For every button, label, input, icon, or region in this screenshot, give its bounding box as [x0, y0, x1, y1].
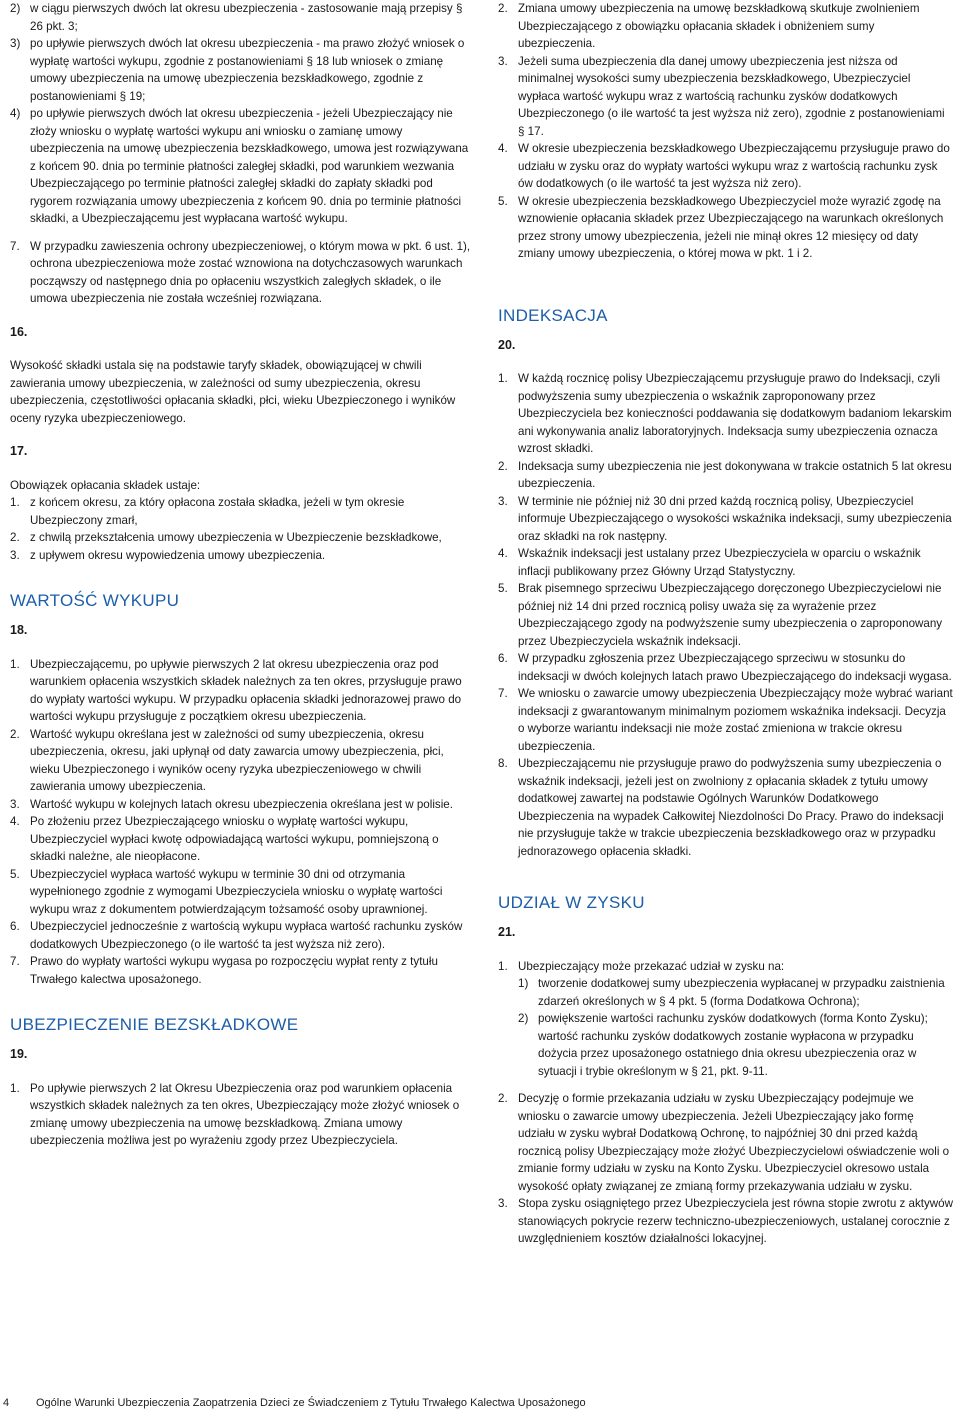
item-text: Wskaźnik indeksacji jest ustalany przez Ubezpieczyciela w oparciu o wskaźnik inflacji publikowany przez Główny Urząd Statystyczny.: [518, 547, 921, 578]
paragraph-text: Wysokość składki ustala się na podstawie taryfy składek, obowiązującej w chwili zawierania umowy ubezpieczenia, w zależności od sumy ubezpieczenia, okresu ubezpieczenia, częstotliwości opłacania składki, płci, wieku Ubezpieczonego i wyników oceny ryzyka ubezpieczeniowego.: [10, 359, 456, 425]
paragraph-label: 21.: [498, 925, 516, 939]
item-number: 3): [10, 37, 21, 50]
item-number: 3.: [498, 1197, 508, 1210]
sub-item: [518, 975, 953, 1010]
list-item: [498, 1195, 953, 1248]
list-item: [10, 726, 475, 796]
list-item: [10, 866, 475, 919]
footer-title: Ogólne Warunki Ubezpieczenia Zaopatrzenia Dzieci ze Świadczeniem z Tytułu Trwałego Kalectwa Uposażonego: [36, 1397, 586, 1409]
item-number: 3.: [498, 54, 508, 68]
right-column: [498, 0, 953, 1248]
list-item: [10, 0, 475, 35]
list-item: [10, 813, 475, 866]
paragraph-label: 20.: [498, 337, 516, 352]
item-number: 7.: [10, 239, 20, 253]
item-text: Ubezpieczający może przekazać udział w zysku na:: [518, 959, 785, 973]
item-text: Ubezpieczyciel wypłaca wartość wykupu w terminie 30 dni od otrzymania wypełnionego zgodnie z wymogami Ubezpieczyciela wniosku o wypłatę wartości wykupu wraz z dokumentem potwierdzającym tożsamość osoby uprawnionej.: [30, 867, 443, 916]
item-text: po upływie pierwszych dwóch lat okresu ubezpieczenia - ma prawo złożyć wniosek o wypłatę wartości wykupu, zgodnie z postanowieniami § 18 lub wniosek o zmianę umowy ubezpieczenia na umowę ubezpieczenia bezskładkowego, zgodnie z postanowieniami § 19;: [30, 37, 465, 103]
list-item: [498, 685, 953, 755]
item-text: Indeksacja sumy ubezpieczenia nie jest dokonywana w trakcie ostatnich 5 lat okresu ubezpieczenia.: [518, 459, 952, 490]
list-item: [10, 238, 475, 308]
item-text: Po złożeniu przez Ubezpieczającego wniosku o wypłatę wartości wykupu, Ubezpieczyciel wypłaci kwotę odpowiadającą wartości wykupu, pomniejszoną o składki należne, ale nieopłacone.: [30, 815, 439, 863]
section-heading: WARTOŚĆ WYKUPU: [10, 591, 180, 610]
item-number: 4): [10, 107, 21, 120]
item-number: 1.: [498, 372, 508, 385]
list-item: [10, 547, 475, 565]
item-text: W przypadku zgłoszenia przez Ubezpieczającego sprzeciwu w stosunku do indeksacji w dwóch kolejnych latach prawo Ubezpieczającego do indeksacji wygasa.: [518, 652, 952, 683]
item-number: 4.: [498, 142, 508, 155]
section-heading: INDEKSACJA: [498, 305, 608, 325]
item-text: Jeżeli suma ubezpieczenia dla danej umowy ubezpieczenia jest niższa od minimalnej wysokości sumy ubezpieczenia bezskładkowego, Ubezpieczyciel wypłaca wartość wykupu wraz z wartością rachunku zysków dodatkowych Ubezpieczonego (o ile wartość ta jest wyższa niż zero), zgodnie z postanowieniami § 17.: [518, 54, 945, 138]
item-text: W przypadku zawieszenia ochrony ubezpieczeniowej, o którym mowa w pkt. 6 ust. 1), ochrona ubezpieczeniowa może zostać wznowiona na dotychczasowych warunkach począwszy od następnego dnia po opłaceniu wszystkich zaległych składek, o ile umowa ubezpieczenia nie została wcześniej rozwiązana.: [30, 239, 471, 305]
item-text: Stopa zysku osiągniętego przez Ubezpieczyciela jest równa stopie zwrotu z aktywów stanowiących pokrycie rezerw techniczno-ubezpieczeniowych, ustalanej corocznie z uwzględnieniem kosztów działalności lokacyjnej.: [518, 1197, 953, 1245]
item-text: Brak pisemnego sprzeciwu Ubezpieczającego doręczonego Ubezpieczycielowi nie później niż 14 dni przed rocznicą polisy uważa się za wyrażenie przez Ubezpieczającego zgody na podwyższenie sumy ubezpieczenia o zaproponowany przez Ubezpieczyciela wskaźnik indeksacji.: [518, 582, 943, 648]
list-item: [498, 458, 953, 493]
list-item: [10, 494, 475, 529]
item-text: Ubezpieczającemu, po upływie pierwszych 2 lat okresu ubezpieczenia oraz pod warunkiem opłacenia wszystkich składek należnych za ten okres, przysługuje prawo do wypłaty wartości wykupu. W przypadku opłacenia składki jednorazowej prawo do wartości wykupu przysługuje z początkiem okresu ubezpieczenia.: [30, 657, 462, 723]
item-number: 3.: [498, 494, 508, 508]
item-text: Zmiana umowy ubezpieczenia na umowę bezskładkową skutkuje zwolnieniem Ubezpieczającego z obowiązku opłacania składek i obniżeniem sumy ubezpieczenia.: [518, 2, 920, 50]
item-number: 5.: [10, 867, 20, 881]
left-column: [10, 0, 475, 1150]
item-text: z chwilą przekształcenia umowy ubezpieczenia w Ubezpieczenie bezskładkowe,: [30, 531, 442, 544]
list-item: [10, 1080, 475, 1150]
sub-item-text: tworzenie dodatkowej sumy ubezpieczenia wypłacanej w przypadku zaistnienia zdarzeń określonych w § 4 pkt. 5 (forma Dodatkowa Ochrona);: [538, 977, 945, 1008]
item-number: 5.: [498, 582, 508, 595]
paragraph-label: 18.: [10, 623, 28, 637]
sub-item-number: 2): [518, 1012, 529, 1025]
list-item: [498, 755, 953, 860]
item-number: 7.: [498, 687, 508, 700]
list-item: [498, 53, 953, 141]
list-item: [10, 918, 475, 953]
item-text: W okresie ubezpieczenia bezskładkowego Ubezpieczającemu przysługuje prawo do udziału w zysku oraz do wypłaty wartości wykupu wraz z wartością rachunku zysk ów dodatkowych (o ile wartość ta jest wyższa niż zero).: [518, 142, 950, 190]
list-item: [10, 656, 475, 726]
list-item: [498, 958, 953, 1081]
list-item: [498, 650, 953, 685]
list-item: [498, 493, 953, 546]
item-number: 2.: [10, 727, 20, 741]
item-number: 6.: [10, 920, 20, 933]
paragraph-intro: Obowiązek opłacania składek ustaje:: [10, 478, 201, 492]
section-heading: UDZIAŁ W ZYSKU: [498, 893, 645, 912]
list-item: [498, 193, 953, 263]
list-item: [498, 1090, 953, 1195]
item-text: W terminie nie później niż 30 dni przed każdą rocznicą polisy, Ubezpieczyciel informuje Ubezpieczającego o wysokości wskaźnika indeksacji, sumy ubezpieczenia oraz składki na rok następny.: [518, 494, 952, 543]
item-number: 3.: [10, 548, 20, 562]
page-number: 4: [3, 1397, 10, 1409]
item-text: W okresie ubezpieczenia bezskładkowego Ubezpieczyciel może wyrazić zgodę na wznowienie opłacania składek przez Ubezpieczającego na warunkach określonych przez strony umowy ubezpieczenia, jeżeli nie minął okres 12 miesięcy od daty zmiany umowy ubezpieczenia, o której mowa w pkt. 1 i 2.: [518, 194, 944, 260]
item-text: Wartość wykupu w kolejnych latach okresu ubezpieczenia określana jest w polisie.: [30, 797, 453, 811]
list-item: [10, 796, 475, 814]
item-text: Decyzję o formie przekazania udziału w zysku Ubezpieczający podejmuje we wniosku o zawarcie umowy ubezpieczenia. Jeżeli Ubezpieczający jako formę udziału w zysku wybrał Dodatkową Ochronę, to najpóźniej 30 dni przed każdą rocznicą polisy Ubezpieczający może złożyć Ubezpieczycielowi oświadczenie woli o zmianie formy udziału w zysku na Konto Zysku. Ubezpieczyciel okresowo ustala wysokość opłaty związanej ze zmianą formy przekazywania udziału w zysku.: [518, 1092, 950, 1193]
item-text: We wniosku o zawarcie umowy ubezpieczenia Ubezpieczający może wybrać wariant indeksacji z gwarantowanym minimalnym poziomem wskaźnika indeksacji. Decyzja o wyborze wariantu indeksacji nie może zostać zmieniona w trakcie okresu ubezpieczenia.: [518, 687, 953, 753]
item-number: 3.: [10, 797, 20, 811]
item-number: 4.: [10, 815, 20, 828]
item-number: 2.: [10, 531, 20, 544]
list-item: [498, 0, 953, 53]
list-item: [498, 580, 953, 650]
section-heading: UBEZPIECZENIE BEZSKŁADKOWE: [10, 1015, 299, 1034]
item-number: 1.: [10, 496, 20, 509]
paragraph-label: 16.: [10, 324, 28, 339]
item-number: 1.: [10, 1081, 20, 1095]
item-number: 1.: [498, 959, 508, 973]
item-number: 5.: [498, 194, 508, 208]
item-number: 2.: [498, 1092, 508, 1105]
paragraph-label: 17.: [10, 444, 28, 458]
item-number: 1.: [10, 657, 20, 671]
item-text: W każdą rocznicę polisy Ubezpieczającemu przysługuje prawo do Indeksacji, czyli podwyższenia sumy ubezpieczenia o wskaźnik zaproponowany przez Ubezpieczyciela bez konieczności poddawania się dodatkowym badaniom lekarskim ani wykonywania analiz laboratoryjnych. Indeksacja sumy ubezpieczenia oznacza wzrost składki.: [518, 372, 952, 455]
item-number: 7.: [10, 955, 20, 968]
item-text: Ubezpieczyciel jednocześnie z wartością wykupu wypłaca wartość rachunku zysków dodatkowych Ubezpieczonego (o ile wartość ta jest wyższa niż zero).: [30, 920, 463, 951]
sub-item-number: 1): [518, 977, 529, 990]
paragraph-label: 19.: [10, 1047, 28, 1061]
list-item: [498, 545, 953, 580]
item-text: Ubezpieczającemu nie przysługuje prawo do podwyższenia sumy ubezpieczenia o wskaźnik indeksacji, jeżeli jest on zwolniony z opłacania składek z tytułu umowy dodatkowej zawartej na podstawie Ogólnych Warunków Dodatkowego Ubezpieczenia na wypadek Całkowitej Niezdolności Do Pracy. Prawo do indeksacji nie przysługuje także w trakcie ubezpieczenia bezskładkowego oraz w przypadku jednorazowego opłacenia składki.: [518, 757, 944, 858]
list-item: [10, 953, 475, 988]
sub-item: [518, 1010, 953, 1080]
item-number: 2): [10, 2, 21, 15]
item-number: 8.: [498, 757, 508, 770]
sub-item-text: powiększenie wartości rachunku zysków dodatkowych (forma Konto Zysku); wartość rachunku zysków dodatkowych zostanie wypłacona w przypadku dożycia przez uposażonego ostatniego dnia okresu ubezpieczenia oraz w sytuacji i trybie określonym w § 21, pkt. 9-11.: [538, 1012, 928, 1078]
item-text: z upływem okresu wypowiedzenia umowy ubezpieczenia.: [30, 548, 326, 562]
item-text: w ciągu pierwszych dwóch lat okresu ubezpieczenia - zastosowanie mają przepisy § 26 pkt. 3;: [30, 2, 463, 33]
item-number: 2.: [498, 459, 508, 473]
list-item: [498, 140, 953, 193]
item-number: 2.: [498, 2, 508, 15]
item-text: z końcem okresu, za który opłacona została składka, jeżeli w tym okresie Ubezpieczony zmarł,: [30, 496, 405, 527]
list-item: [498, 370, 953, 458]
item-text: Wartość wykupu określana jest w zależności od sumy ubezpieczenia, okresu ubezpieczenia, okresu, jaki upłynął od daty zawarcia umowy ubezpieczenia, płci, wieku Ubezpieczonego i wyników oceny ryzyka ubezpieczeniowego w chwili zawierania umowy ubezpieczenia.: [30, 727, 444, 793]
list-item: [10, 105, 475, 228]
list-item: [10, 35, 475, 105]
item-number: 4.: [498, 547, 508, 560]
item-text: po upływie pierwszych dwóch lat okresu ubezpieczenia - jeżeli Ubezpieczający nie złoży wniosku o wypłatę wartości wykupu ani wniosku o zamianę umowy ubezpieczenia na umowę ubezpieczenia bezskładkowego, umowa jest rozwiązywana z końcem 90. dnia po terminie płatności zaległej składki, pod warunkiem wezwania Ubezpieczającego po terminie płatności zaległej składki do zapłaty składki pod rygorem rozwiązania umowy ubezpieczenia z końcem 90. dnia po terminie płatności składki, a Ubezpieczającemu jest wypłacana wartość wykupu.: [30, 107, 469, 225]
item-text: Prawo do wypłaty wartości wykupu wygasa po rozpoczęciu wypłat renty z tytułu Trwałego kalectwa uposażonego.: [30, 955, 438, 986]
list-item: [10, 529, 475, 547]
item-number: 6.: [498, 652, 508, 665]
item-text: Po upływie pierwszych 2 lat Okresu Ubezpieczenia oraz pod warunkiem opłacenia wszystkich składek należnych za ten okres, Ubezpieczający może złożyć wniosek o zmianę umowy ubezpieczenia na umowę bezskładkową. Zmiana umowy ubezpieczenia możliwa jest po wyrażeniu zgody przez Ubezpieczyciela.: [30, 1081, 460, 1147]
